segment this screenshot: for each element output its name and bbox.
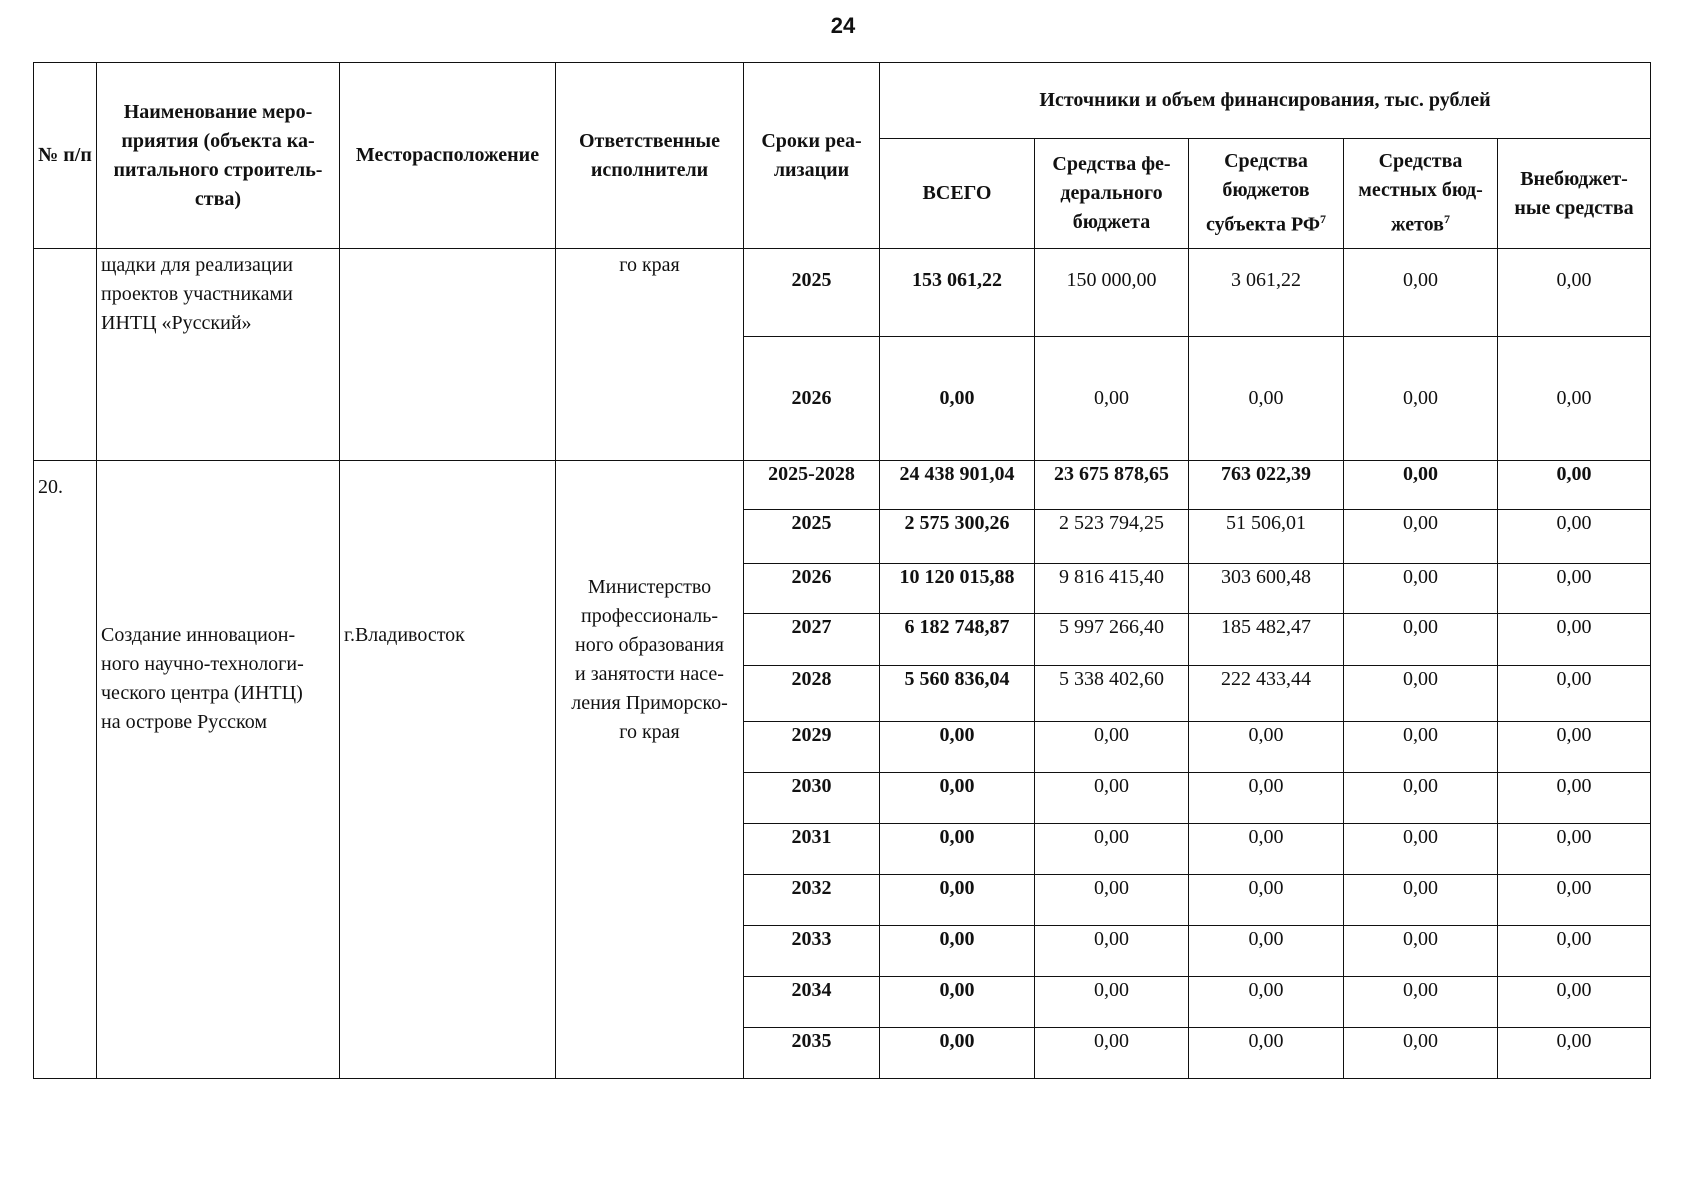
extra-cell: 0,00 <box>1498 461 1651 510</box>
extra-cell: 0,00 <box>1498 614 1651 666</box>
year-cell: 2028 <box>744 666 880 722</box>
total-cell: 0,00 <box>880 977 1035 1028</box>
total-cell: 0,00 <box>880 773 1035 824</box>
total-cell: 153 061,22 <box>880 249 1035 337</box>
regional-cell: 51 506,01 <box>1189 510 1344 564</box>
item-location: г.Владивосток <box>340 461 556 1079</box>
local-cell: 0,00 <box>1344 564 1498 614</box>
extra-cell: 0,00 <box>1498 564 1651 614</box>
year-cell: 2032 <box>744 875 880 926</box>
local-cell: 0,00 <box>1344 773 1498 824</box>
footnote-mark: 7 <box>1320 212 1327 227</box>
extra-cell: 0,00 <box>1498 824 1651 875</box>
regional-cell: 0,00 <box>1189 875 1344 926</box>
federal-cell: 0,00 <box>1035 824 1189 875</box>
federal-cell: 0,00 <box>1035 1028 1189 1079</box>
header-num: № п/п <box>34 63 97 249</box>
continued-location <box>340 249 556 461</box>
header-local: Средства местных бюд- жетов$^7$ <box>1344 139 1498 249</box>
local-cell: 0,00 <box>1344 461 1498 510</box>
local-cell: 0,00 <box>1344 875 1498 926</box>
total-cell: 6 182 748,87 <box>880 614 1035 666</box>
total-cell: 5 560 836,04 <box>880 666 1035 722</box>
federal-cell: 0,00 <box>1035 977 1189 1028</box>
table-row <box>34 461 1651 510</box>
federal-cell: 2 523 794,25 <box>1035 510 1189 564</box>
extra-cell: 0,00 <box>1498 249 1651 337</box>
financing-table <box>33 62 1651 1079</box>
extra-cell: 0,00 <box>1498 510 1651 564</box>
header-total: ВСЕГО <box>880 139 1035 249</box>
total-cell: 24 438 901,04 <box>880 461 1035 510</box>
federal-cell: 23 675 878,65 <box>1035 461 1189 510</box>
regional-cell: 0,00 <box>1189 926 1344 977</box>
extra-cell: 0,00 <box>1498 926 1651 977</box>
year-cell: 2025-2028 <box>744 461 880 510</box>
year-cell: 2034 <box>744 977 880 1028</box>
total-cell: 0,00 <box>880 824 1035 875</box>
regional-cell: 0,00 <box>1189 337 1344 461</box>
header-federal: Средства фе- дерального бюджета <box>1035 139 1189 249</box>
local-cell: 0,00 <box>1344 666 1498 722</box>
local-cell: 0,00 <box>1344 926 1498 977</box>
regional-cell: 0,00 <box>1189 977 1344 1028</box>
local-cell: 0,00 <box>1344 977 1498 1028</box>
year-cell: 2029 <box>744 722 880 773</box>
federal-cell: 0,00 <box>1035 337 1189 461</box>
header-row-1 <box>34 63 1651 139</box>
regional-cell: 185 482,47 <box>1189 614 1344 666</box>
local-cell: 0,00 <box>1344 722 1498 773</box>
extra-cell: 0,00 <box>1498 722 1651 773</box>
header-location: Месторасположение <box>340 63 556 249</box>
item-num: 20. <box>34 461 97 1079</box>
header-sources: Источники и объем финансирования, тыс. рублей <box>880 63 1651 139</box>
local-cell: 0,00 <box>1344 614 1498 666</box>
year-cell: 2025 <box>744 510 880 564</box>
federal-cell: 0,00 <box>1035 875 1189 926</box>
header-regional: Средства бюджетов субъекта $РФ^7$ <box>1189 139 1344 249</box>
year-cell: 2030 <box>744 773 880 824</box>
year-cell: 2026 <box>744 564 880 614</box>
local-cell: 0,00 <box>1344 337 1498 461</box>
regional-cell: 3 061,22 <box>1189 249 1344 337</box>
header-period: Сроки реа- лизации <box>744 63 880 249</box>
total-cell: 0,00 <box>880 926 1035 977</box>
year-cell: 2026 <box>744 337 880 461</box>
total-cell: 2 575 300,26 <box>880 510 1035 564</box>
header-extra: Внебюджет- ные средства <box>1498 139 1651 249</box>
regional-cell: 222 433,44 <box>1189 666 1344 722</box>
header-responsible: Ответственные исполнители <box>556 63 744 249</box>
year-cell: 2031 <box>744 824 880 875</box>
federal-cell: 5 338 402,60 <box>1035 666 1189 722</box>
year-cell: 2025 <box>744 249 880 337</box>
extra-cell: 0,00 <box>1498 875 1651 926</box>
item-name: Создание инновацион- ного научно-технологи- ческого центра (ИНТЦ) на острове Русском <box>97 461 340 1079</box>
regional-cell: 0,00 <box>1189 773 1344 824</box>
continued-responsible: го края <box>556 249 744 461</box>
page-number: 24 <box>830 13 856 38</box>
regional-cell: 0,00 <box>1189 722 1344 773</box>
local-cell: 0,00 <box>1344 824 1498 875</box>
year-cell: 2033 <box>744 926 880 977</box>
total-cell: 0,00 <box>880 875 1035 926</box>
regional-cell: 0,00 <box>1189 824 1344 875</box>
table-row <box>34 249 1651 337</box>
federal-cell: 5 997 266,40 <box>1035 614 1189 666</box>
local-cell: 0,00 <box>1344 249 1498 337</box>
year-cell: 2027 <box>744 614 880 666</box>
extra-cell: 0,00 <box>1498 666 1651 722</box>
header-name: Наименование меро- приятия (объекта ка- питального строитель- ства) <box>97 63 340 249</box>
extra-cell: 0,00 <box>1498 1028 1651 1079</box>
local-cell: 0,00 <box>1344 1028 1498 1079</box>
extra-cell: 0,00 <box>1498 977 1651 1028</box>
continued-name: щадки для реализации проектов участниками ИНТЦ «Русский» <box>97 249 340 461</box>
federal-cell: 0,00 <box>1035 773 1189 824</box>
federal-cell: 9 816 415,40 <box>1035 564 1189 614</box>
regional-cell: 303 600,48 <box>1189 564 1344 614</box>
regional-cell: 0,00 <box>1189 1028 1344 1079</box>
total-cell: 0,00 <box>880 722 1035 773</box>
federal-cell: 0,00 <box>1035 722 1189 773</box>
year-cell: 2035 <box>744 1028 880 1079</box>
item-responsible: Министерство профессиональ- ного образования и занятости насе- ления Приморско- го края <box>556 461 744 1079</box>
federal-cell: 0,00 <box>1035 926 1189 977</box>
continued-num-cell <box>34 249 97 461</box>
total-cell: 0,00 <box>880 337 1035 461</box>
extra-cell: 0,00 <box>1498 337 1651 461</box>
local-cell: 0,00 <box>1344 510 1498 564</box>
total-cell: 0,00 <box>880 1028 1035 1079</box>
regional-cell: 763 022,39 <box>1189 461 1344 510</box>
footnote-mark: 7 <box>1443 212 1450 227</box>
federal-cell: 150 000,00 <box>1035 249 1189 337</box>
extra-cell: 0,00 <box>1498 773 1651 824</box>
total-cell: 10 120 015,88 <box>880 564 1035 614</box>
